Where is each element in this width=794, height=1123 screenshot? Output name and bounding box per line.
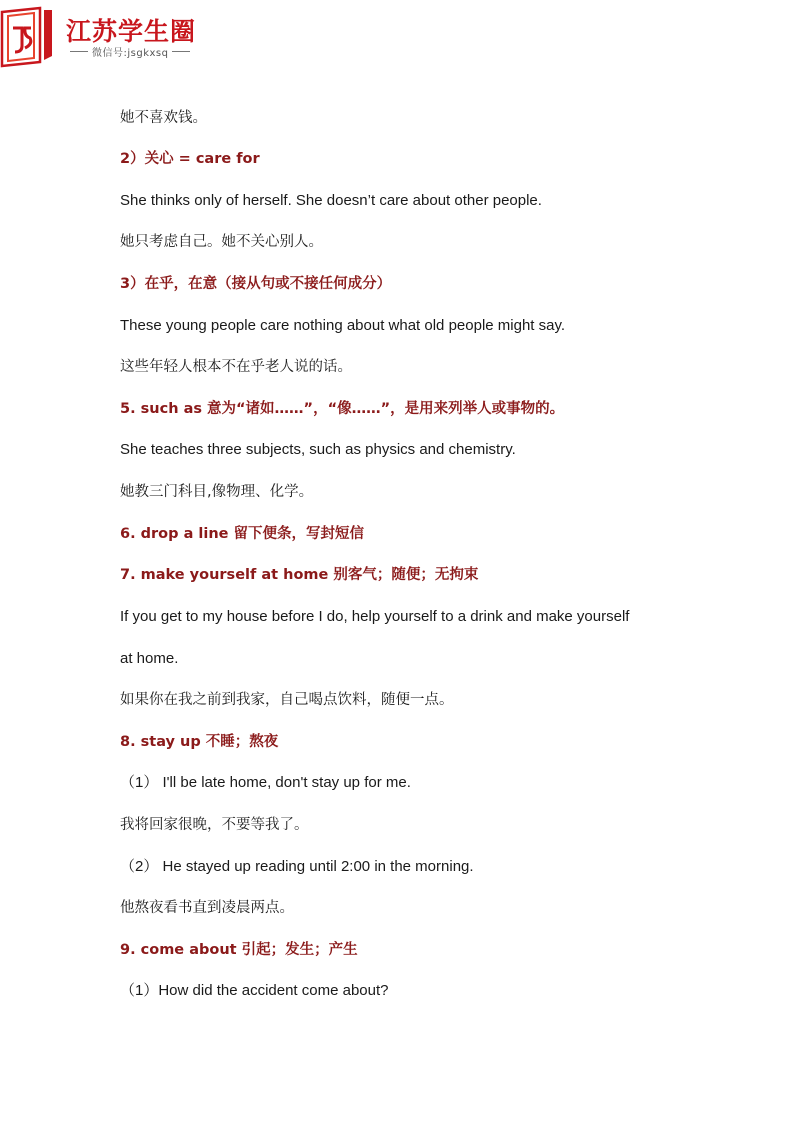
section-heading: 2）关心 = care for xyxy=(120,151,260,167)
text-line: （1）How did the accident come about? xyxy=(120,982,389,999)
text-line: at home. xyxy=(120,650,179,667)
text-line: 这些年轻人根本不在乎老人说的话。 xyxy=(120,359,352,375)
brand-subtitle xyxy=(66,44,194,59)
section-heading: 5. such as 意为“诸如……”，“像……”，是用来列举人或事物的。 xyxy=(120,401,565,417)
text-line: 她不喜欢钱。 xyxy=(120,110,207,126)
divider xyxy=(70,51,88,52)
section-heading: 3）在乎，在意（接从句或不接任何成分） xyxy=(120,276,392,292)
wechat-id: 微信号:jsgkxsq xyxy=(92,48,169,59)
text-line: She thinks only of herself. She doesn’t care about other people. xyxy=(120,192,542,209)
text-line: 他熬夜看书直到凌晨两点。 xyxy=(120,900,294,916)
section-heading: 6. drop a line 留下便条，写封短信 xyxy=(120,526,365,542)
page-header xyxy=(0,0,794,80)
section-heading: 7. make yourself at home 别客气；随便；无拘束 xyxy=(120,567,479,583)
text-line: 如果你在我之前到我家，自己喝点饮料，随便一点。 xyxy=(120,692,454,708)
text-line: These young people care nothing about what old people might say. xyxy=(120,317,566,334)
brand-name: 江苏学生圈 xyxy=(66,17,197,46)
section-heading: 9. come about 引起；发生；产生 xyxy=(120,942,358,958)
text-line: 她只考虑自己。她不关心别人。 xyxy=(120,234,323,250)
section-heading: 8. stay up 不睡；熬夜 xyxy=(120,734,279,750)
divider xyxy=(172,51,190,52)
text-line: 我将回家很晚，不要等我了。 xyxy=(120,817,309,833)
js-logo-icon xyxy=(0,6,54,68)
text-line: （2） He stayed up reading until 2:00 in the morning. xyxy=(120,858,474,875)
text-line: If you get to my house before I do, help yourself to a drink and make yourself xyxy=(120,608,630,625)
text-line: （1） I'll be late home, don't stay up for me. xyxy=(120,774,411,791)
text-line: 她教三门科目,像物理、化学。 xyxy=(120,484,314,500)
text-line: She teaches three subjects, such as physics and chemistry. xyxy=(120,441,516,458)
